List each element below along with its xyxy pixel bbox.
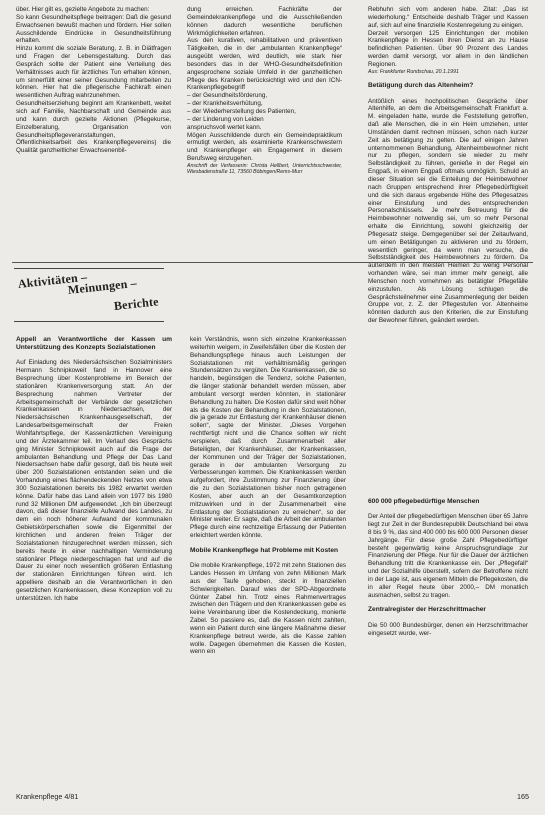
paragraph: dung erreichen. Fachkräfte der Gemeindekrankenpflege und die Ausschließenden können dadurch wesentliche beruflichen Wirkmöglichkeiten erfahren. bbox=[187, 6, 342, 37]
top-left-column bbox=[16, 6, 171, 155]
paragraph: Gesundheitserziehung beginnt am Krankenbett, weitet sich auf Familie, Nachbarschaft und Gemeinde aus und kann durch gezielte Aktionen (Pflegekurse, Einzelberatung, Organisation von Gesundheitspflegeveranstaltungen, Öffentlichkeitsarbeit des Krankenpflegevereins) die Qualität ganzheitlicher Erwachsenenbil- bbox=[16, 100, 171, 155]
list-item: – der Wiederherstellung des Patienten, bbox=[187, 107, 296, 115]
paragraph: Der Anteil der pflegebedürftigen Menschen über 65 Jahre liegt zur Zeit in der Bundesrepublik Deutschland bei etwa 8 bis 9 %, das sind 400 000 bis 600 000 Personen dieser Jahrgänge. Für diese große Zahl Pflegebedürftiger besteht gegenwärtig keine Anspruchsgrundlage zur Finanzierung der Pflege. Nur für die Dauer der ärztlichen Behandlung tritt die Krankenkasse ein. Der „Pflegefall“ und der Sozialhilfe überstellt, sofern der Betroffene nicht in der Lage ist, aus eigenem Mitteln die Pflegekosten, die in aller Regel heute über 2000,– DM monatlich ausmachen, selbst zu tragen. bbox=[368, 513, 528, 599]
banner-word: Aktivitäten – bbox=[17, 269, 88, 291]
section-banner bbox=[14, 268, 164, 322]
section-heading: Betätigung durch das Altenheim? bbox=[368, 82, 474, 90]
journal-footer: Krankenpflege 4/81 bbox=[16, 792, 79, 801]
page-number: 165 bbox=[517, 792, 529, 801]
author-address: Anschrift der Verfasserin: Christa Hellbert, Unterrichtsschwester, Wiesbadenstraße 11, 73560 Böbingen/Rems-Murr bbox=[187, 162, 342, 176]
paragraph: Mögen Ausschildende durch ein Gemeindepraktikum ermutigt werden, als examinierte Krankenschwestern und Krankenpfleger ein Engagement in diesem Berufsweg einzugehen. bbox=[187, 131, 342, 163]
section-heading: Zentralregister der Herzschrittmacher bbox=[368, 606, 486, 614]
list-item: – der Krankheitsverhütung, bbox=[187, 100, 263, 108]
list-item: – der Gesundheitsförderung, bbox=[187, 92, 268, 100]
bottom-left-column bbox=[16, 336, 172, 603]
top-middle-column bbox=[187, 6, 342, 176]
paragraph: anspruchsvoll wertet kann. bbox=[187, 123, 262, 131]
paragraph: kein Verständnis, wenn sich einzelne Krankenkassen weiterhin weigern, in Zweifelsfällen über die Kosten der Behandlungspflege hinaus auch Leistungen der Sozialstationen mit verhältnismäßig geringen Stundensätzen zu vergüten. Die Krankenkassen, die so handeln, begünstigen die Tendenz, solche Patienten, die länger stationär behandelt werden müssen, aber ambulant versorgt werden könnten, in stationärer Behandlung zu halten. Die Kosten dafür sind weit höher als die Kosten der Behandlung in den Sozialstationen, die ja gerade zur Entlastung der Krankenhäuser dienen sollen“, sagte der Minister. „Dieses Vorgehen rechtfertigt nicht und die Chance sollten wir nicht verspielen, daß durch Zusammenarbeit aller Beteiligten, der Krankenhäuser, der Krankenkassen, der Kommunen und der Träger der Sozialstationen, gerade in der ambulanten Versorgung zu Verbesserungen kommen. Die Krankenkassen werden aufgefordert, ihre Zustimmung zur Finanzierung über die zu den Sozialstationen bisher noch getragenen Kosten, aber auch an der Gesamtkonzeption mitzuwirken und in der Zusammenarbeit eine Entlastung der Sozialstationen zu erreichen“, so der Minister weiter. Er sagte, daß die Arbeit der ambulanten Pflege durch eine rechtzeitige Erfassung der Patienten erleichtert werden könnte. bbox=[190, 336, 346, 540]
paragraph: Aus den kurativen, rehabilitativen und präventiven Tätigkeiten, die in der „ambulanten Krankenpflege“ ausgeübt werden, wird deutlich, wie stark hier besonders das in der WHO-Gesundheitsdefinition angesprochene soziale Umfeld in der ganzheitlichen Pflege des Kranken berücksichtigt wird und den ICN-Krankenpflegebegriff bbox=[187, 37, 342, 92]
paragraph: Hinzu kommt die soziale Beratung, z. B. in Diätfragen und Fragen der Lebensgestaltung. Durch das Gespräch sollte der Patient eine Verteilung des Verhältnisses auch für ärztliches Tun erhalten können, um sinnerfüllt einer seiner Gesundung mitarbeiten zu können. Hier hat die pflegerische Fachkraft einen wesentlichen Auftrag wahrzunehmen. bbox=[16, 45, 171, 100]
article-heading: Appell an Verantwortliche der Kassen um Unterstützung des Konzepts Sozialstationen bbox=[16, 336, 172, 352]
banner-word: Berichte bbox=[113, 294, 160, 313]
section-divider bbox=[12, 262, 533, 263]
paragraph: über. Hier gilt es, gezielte Angebote zu machen: bbox=[16, 6, 150, 13]
paragraph: Antößlich eines hochpolitischen Gespräche über Altenhilfe, an dem die Arbeitsgemeinschaft Frankfurt a. M. eingeladen hatte, wurde die Feststellung getroffen, daß alle Menschen, die in ein Heim umziehen, unter Umständen damit rechnen müssen, schon nach kurzer Zeit als betätigung zu gelten. Die auf einigen Jahren unternommenen Behandlung, Altenheimbewohner nicht nur zu pflegen, sondern sie wieder zu mehr Selbständigkeit zu führen, genieße in der Regel ein Engpaß, in einem Engpaß oftmals unmöglich. Schuld an dieser Situation sei die Einteilung der Heimbewohner nach Gruppen entsprechend ihrer Pflegebedürftigkeit und die sich daraus ergebende Höhe des Pflegesatzes einer Einstufung und des entsprechenden Personalschlüssels. Je mehr Betreuung für die Heimbewohner notwendig sei, um so mehr Personal erhalte die Einrichtung, sowohl gleichzeitig der Pflegesatz steige. Demgegenüber sei der Zeitaufwand, um einen Betätigungen zu aktivieren und zu fördern, wesentlich geringer, da wenn man versuche, die Selbstständigkeit des Heimbewohners zu fördern. Da außerdem in den meisten Heimen zu wenig Personal vorhanden wäre, sei man immer mehr geneigt, alle Menschen noch vornehmen als betätigter Pflegefälle einzustufen. Als Lösung schlugen die Gesprächsteilnehmer eine Zusammenlegung der beiden Gruppe vor, z. Z. der Pflegestufen vor. Altenheime könnten dadurch aus den Kriterien, die zur Einstufung der Bewohner führen, geändert werden. bbox=[368, 97, 528, 325]
paragraph: Auf Einladung des Niedersächsischen Sozialministers Hermann Schnipkoweit fand in Hannover eine Besprechung über Kostenprobleme im Bereich der stationären Krankenversorgung statt. An der Besprechung nahmen Vertreter der Arbeitsgemeinschaft der Verbände der gesetzlichen Krankenkassen in Niedersachsen, der Niedersächsischen Krankenhausgesellschaft, der Landesarbeitsgemeinschaft der Freien Wohlfahrtspflege, der Kassenärztlichen Vereinigung und der Ärztekammer teil. Im Verlauf des Gesprächs ging Minister Schnipkoweit auch auf die Frage der ambulanten Behandlung und Pflege der Das Land Niedersachsen habe dafür gesorgt, daß bis heute weit über 200 Sozialstationen entstanden seien und die Vorhandung eines flächendeckenden Netzes von etwa 300 Sozialstationen bereits bis 1982 erwartet werden könne. Dafür habe das Land allein von 1977 bis 1980 rund 32 Millionen DM aufgewendet. „Ich bin überzeugt davon, daß dieser finanzielle Aufwand des Landes, zu dem ein noch höherer Aufwand der kommunalen Gebietskörperschaften sowie die Eigenmittel der kirchlichen und anderen freien Träger der Sozialstationen hinzugerechnet werden müssen, sich bereits heute in einer nachhaltigen Verminderung stationärer Pflege niedergeschlagen hat und auf die Dauer zu einer noch wesentlich größeren Entlastung der stationären Einrichtungen führen wird. Ich appelliere deshalb an die Verantwortlichen in den gesetzlichen Krankenkassen, diese Konzeption voll zu unterstützen. Ich habe bbox=[16, 359, 172, 602]
paragraph: So kann Gesundheitspflege beitragen: Daß die gesund Erwachsenen bewußt machen und fördern. Hier sollen Ausschildende Eindrücke in Gesundheitsführung erhalten. bbox=[16, 13, 171, 45]
paragraph: Rebhuhn sich vom anderen habe. Zitat: „Das ist wiederholung.“ Entscheide deshalb Träger und Kassen auf, sich auf eine finanzielle Kostenregelung zu einigen. bbox=[368, 6, 528, 29]
bottom-middle-column bbox=[190, 336, 346, 656]
source-note: Aus: Frankfurter Rundschau, 20.1.1991 bbox=[368, 68, 459, 75]
section-heading: 600 000 pflegebedürftige Menschen bbox=[368, 498, 480, 505]
article-heading: Mobile Krankenpflege hat Probleme mit Kosten bbox=[190, 546, 339, 554]
bottom-right-column bbox=[368, 498, 528, 637]
top-right-column bbox=[368, 6, 528, 325]
paragraph: Die 50 000 Bundesbürger, denen ein Herzschrittmacher eingesetzt wurde, wer- bbox=[368, 621, 528, 637]
banner-word: Meinungen – bbox=[67, 275, 138, 297]
paragraph: Derzeit versorgen 125 Einrichtungen der mobilen Krankenpflege in Hessen ihren Dienst an zu Hause befindlichen Patienten. Über 90 Prozent des Landes werden damit versorgt, vor allem in den ländlichen Regionen. bbox=[368, 29, 528, 68]
paragraph: Die mobile Krankenpflege, 1972 mit zehn Stationen des Landes Hessen im Umfang von zehn Millionen Mark aus der Taufe gehoben, steckt in finanziellen Schwierigkeiten. Darauf wies der SPD-Abgeordnete Günter Zabel hin. Trotz eines Rahmenvertrages zwischen den Trägern und den Krankenkassen gebe es keine Vereinbarung über die Kostendeckung, monierte Zabel. So passiere es, daß die Kassen nicht zahlten, wenn ein Patient durch eine längere Maßnahme dieser Krankenpflege betreut werde, als die Kasse zahlen wolle. Dagegen übernehmen die Kassen die Kosten, wenn ein bbox=[190, 562, 346, 656]
list-item: – der Linderung von Leiden bbox=[187, 115, 264, 123]
